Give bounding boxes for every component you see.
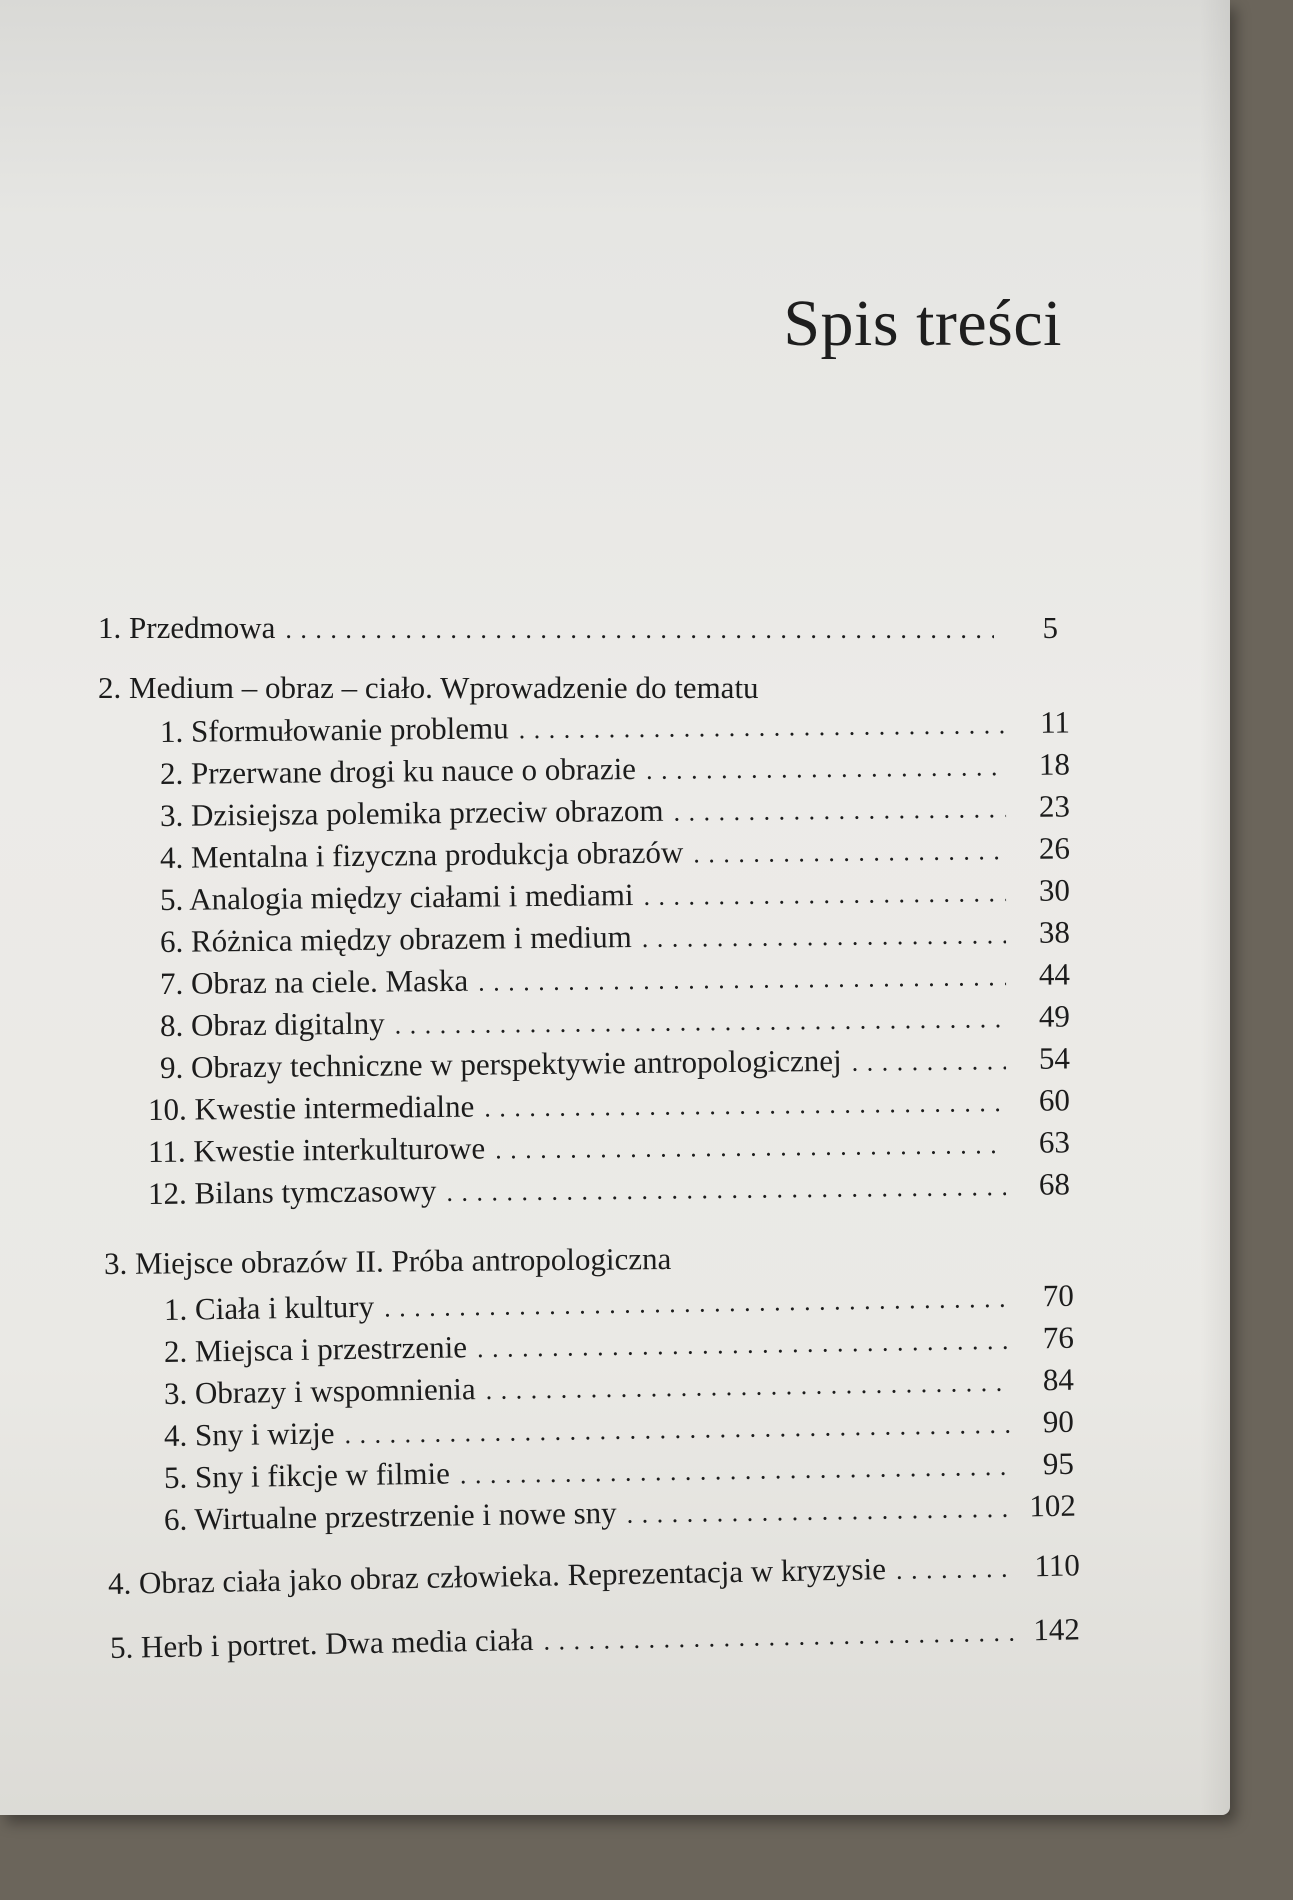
toc-label: 2. Przerwane drogi ku nauce o obrazie	[159, 751, 637, 791]
toc-entry-ch1	[98, 610, 1058, 646]
toc-label: 1. Ciała i kultury	[163, 1288, 375, 1327]
toc-page-number: 5	[1042, 610, 1058, 645]
toc-page-number: 18	[1038, 746, 1071, 782]
toc-page-number: 95	[1042, 1445, 1075, 1482]
toc-leader-dots	[519, 710, 1007, 745]
toc-entry-ch2-10	[148, 1082, 1070, 1128]
toc-entry-ch2-8	[160, 998, 1070, 1044]
toc-label: 6. Wirtualne przestrzenie i nowe sny	[163, 1494, 617, 1537]
toc-leader-dots	[896, 1554, 1017, 1586]
toc-leader-dots	[384, 1284, 1010, 1324]
toc-entry-ch5	[110, 1611, 1081, 1666]
toc-page-number: 68	[1038, 1166, 1071, 1202]
toc-page-number: 30	[1038, 872, 1071, 908]
toc-leader-dots	[543, 1618, 1016, 1657]
toc-entry-ch2-9	[160, 1040, 1070, 1086]
toc-leader-dots	[485, 1368, 1010, 1406]
toc-entry-ch2-11	[148, 1124, 1070, 1170]
toc-leader-dots	[642, 920, 1007, 954]
toc-entry-ch3-1	[164, 1278, 1074, 1328]
toc-leader-dots	[626, 1494, 1012, 1530]
toc-heading-ch2: 2. Medium – obraz – ciało. Wprowadzenie do tematu	[98, 670, 759, 705]
toc-leader-dots	[285, 615, 994, 645]
toc-label: 4. Sny i wizje	[163, 1415, 335, 1453]
toc-entry-ch3-3	[164, 1362, 1074, 1412]
toc-label: 5. Herb i portret. Dwa media ciała	[109, 1621, 534, 1665]
toc-page-number: 70	[1042, 1277, 1075, 1314]
toc-page-number: 90	[1042, 1403, 1075, 1440]
toc-leader-dots	[446, 1172, 1006, 1208]
toc-entry-ch2-1	[160, 704, 1070, 750]
toc-leader-dots	[673, 794, 1006, 827]
toc-label: 3. Obrazy i wspomnienia	[163, 1371, 476, 1411]
toc-leader-dots	[495, 1130, 1006, 1165]
toc-label: 2. Miejsca i przestrzenie	[163, 1329, 468, 1369]
toc-page-number: 63	[1038, 1124, 1071, 1160]
toc-label: 1. Sformułowanie problemu	[159, 710, 509, 749]
toc-page-number: 23	[1038, 788, 1071, 824]
toc-label: 7. Obraz na ciele. Maska	[159, 962, 469, 1001]
toc-entry-ch3-5	[164, 1446, 1074, 1496]
toc-label: 5. Sny i fikcje w filmie	[163, 1455, 451, 1495]
toc-leader-dots	[643, 878, 1006, 912]
toc-entry-ch3-4	[164, 1404, 1074, 1454]
toc-page-number: 76	[1042, 1319, 1075, 1356]
toc-page-number: 102	[1029, 1487, 1077, 1524]
toc-label: 1. Przedmowa	[98, 610, 276, 645]
toc-leader-dots	[344, 1410, 1010, 1450]
toc-label: 3. Dzisiejsza polemika przeciw obrazom	[159, 792, 664, 833]
toc-entry-ch2-3	[160, 788, 1070, 834]
toc-page-number: 142	[1032, 1611, 1081, 1648]
toc-page-number: 110	[1034, 1547, 1081, 1584]
page-title: Spis treści	[783, 287, 1062, 360]
toc-label: 11. Kwestie interkulturowe	[147, 1130, 486, 1169]
toc-leader-dots	[484, 1088, 1006, 1123]
toc-entry-ch2-12	[148, 1166, 1070, 1212]
toc-entry-ch3-6	[164, 1488, 1076, 1538]
toc-page-number: 38	[1038, 914, 1071, 950]
toc-label: 12. Bilans tymczasowy	[147, 1172, 437, 1211]
toc-page-number: 60	[1038, 1082, 1071, 1118]
toc-label: 6. Różnica między obrazem i medium	[159, 919, 632, 959]
toc-heading-ch3: 3. Miejsce obrazów II. Próba antropologiczna	[103, 1241, 672, 1281]
toc-entry-ch2-6	[160, 914, 1070, 960]
toc-entry-ch3-2	[164, 1320, 1074, 1370]
toc-label: 5. Analogia między ciałami i mediami	[159, 877, 634, 917]
toc-page-number: 44	[1038, 956, 1071, 992]
toc-entry-ch2-4	[160, 830, 1070, 876]
toc-leader-dots	[460, 1452, 1011, 1491]
toc-label: 4. Mentalna i fizyczna produkcja obrazów	[159, 834, 684, 875]
toc-entry-ch4	[108, 1547, 1081, 1602]
toc-page-number: 26	[1038, 830, 1071, 866]
toc-label: 8. Obraz digitalny	[159, 1005, 385, 1043]
toc-label: 4. Obraz ciała jako obraz człowieka. Reprezentacja w kryzysie	[107, 1551, 887, 1601]
toc-leader-dots	[693, 836, 1006, 869]
toc-entry-ch2-2	[160, 746, 1070, 792]
toc-leader-dots	[478, 962, 1006, 998]
toc-page-number: 84	[1042, 1361, 1075, 1398]
toc-entry-ch2-5	[160, 872, 1070, 918]
toc-leader-dots	[477, 1326, 1010, 1364]
toc-page-number: 54	[1038, 1040, 1071, 1076]
toc-leader-dots	[395, 1004, 1007, 1040]
toc-entry-ch2-7	[160, 956, 1070, 1002]
toc-label: 10. Kwestie intermedialne	[147, 1088, 475, 1127]
toc-leader-dots	[852, 1046, 1007, 1078]
toc-label: 9. Obrazy techniczne w perspektywie antropologicznej	[159, 1042, 842, 1085]
toc-page-number: 49	[1038, 998, 1071, 1034]
toc-leader-dots	[646, 752, 1006, 786]
toc-page-number: 11	[1039, 704, 1071, 740]
